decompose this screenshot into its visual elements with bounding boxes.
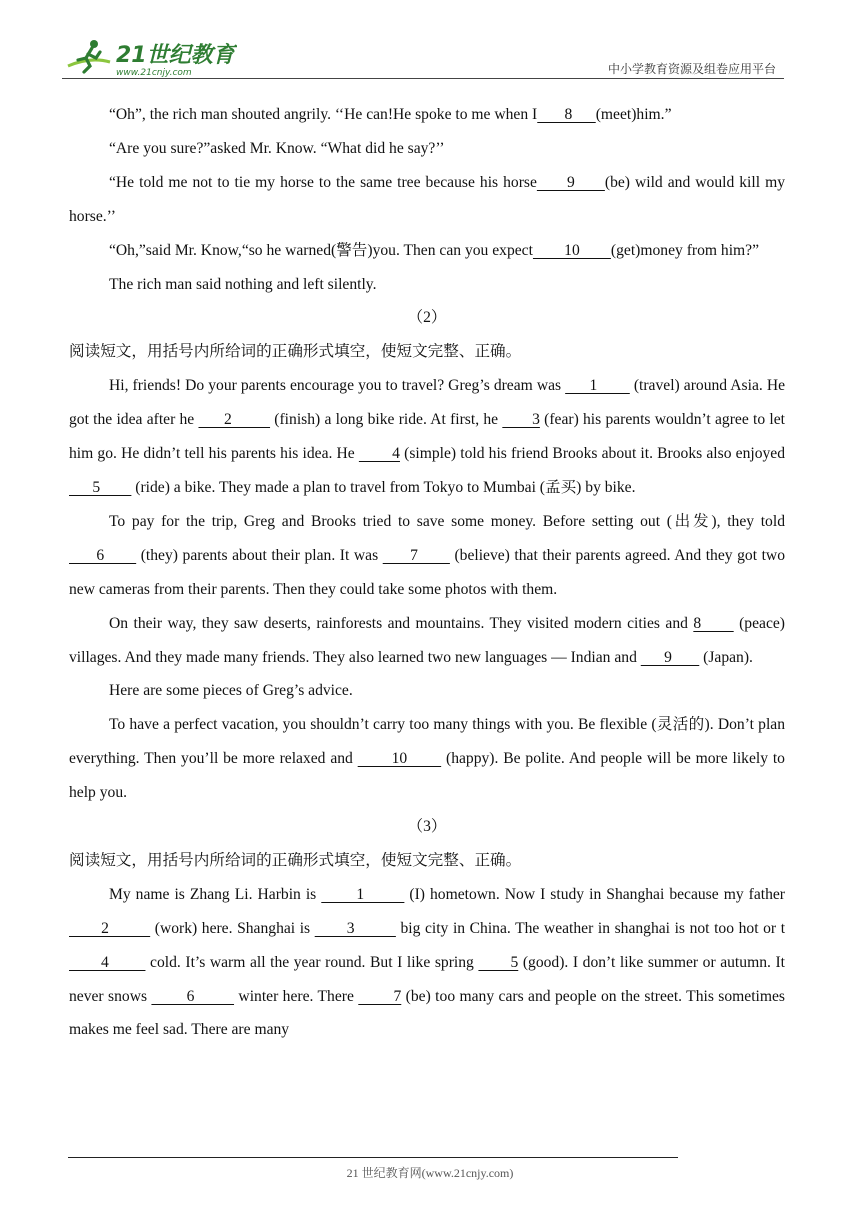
section-number-2: （2） <box>407 309 447 327</box>
logo-url: www.21cnjy.com <box>116 68 192 78</box>
paragraph-part2-1: Hi, friends! Do your parents encourage you to travel? Greg’s dream was 1 (travel) around Asia. He got the idea after he 2 (finish) a long bike ride. At first, he 3 (fear) his parents wouldn’t agree to let him go. He didn’t tell his parents his idea. He 4 (simple) told his friend Brooks about it. Brooks also enjoyed 5 (ride) a bike. They made a plan to travel from Tokyo to Mumbai (孟买) by bike. <box>69 377 786 496</box>
blank-10: 10 <box>357 750 442 768</box>
logo-text: 21世纪教育 <box>116 43 235 68</box>
blank-8: 8 <box>537 106 596 123</box>
blank-9: 9 <box>536 173 605 191</box>
blank-5: 5 <box>69 478 132 496</box>
blank-7: 7 <box>382 546 450 564</box>
paragraph-part2-4: Here are some pieces of Greg’s advice. <box>109 682 353 700</box>
paragraph-part1-5: The rich man said nothing and left silently. <box>109 275 377 293</box>
section-number-3: （3） <box>407 818 447 836</box>
paragraph-part1-1: “Oh”, the rich man shouted angrily. ‘‘He can!He spoke to me when I 8 (meet)him.” <box>109 106 672 123</box>
blank-2: 2 <box>69 919 151 937</box>
21cnjy-logo <box>62 36 237 78</box>
paragraph-part1-2: “Are you sure?”asked Mr. Know. “What did he say?’’ <box>109 139 445 157</box>
site-name: 中小学教育资源及组卷应用平台 <box>607 62 776 76</box>
blank-1: 1 <box>565 377 630 395</box>
blank-4: 4 <box>358 445 400 463</box>
instruction-part3: 阅读短文，用括号内所给词的正确形式填空，使短文完整、正确。 <box>69 851 522 869</box>
blank-7: 7 <box>358 987 402 1005</box>
document-body <box>69 98 785 1047</box>
blank-10: 10 <box>532 241 611 259</box>
page-header <box>62 30 784 80</box>
paragraph-part1-3: “He told me not to tie my horse to the same tree because his horse 9 (be) wild and would kill my horse.’’ <box>69 173 785 225</box>
paragraph-part1-4: “Oh,”said Mr. Know,“so he warned(警告)you. Then can you expect 10 (get)money from him?” <box>109 241 760 259</box>
blank-1: 1 <box>321 885 405 903</box>
header-divider <box>62 78 784 79</box>
blank-5: 5 <box>478 953 519 971</box>
paragraph-part2-2: To pay for the trip, Greg and Brooks tried to save some money. Before setting out (出发), they told 6 (they) parents about their plan. It was 7 (believe) that their parents agreed. And they got two new cameras from their parents. Then they could take some photos with them. <box>69 512 785 598</box>
blank-6: 6 <box>151 987 235 1005</box>
blank-9: 9 <box>640 648 700 666</box>
blank-3: 3 <box>502 411 540 429</box>
footer-divider <box>68 1157 678 1158</box>
instruction-part2: 阅读短文，用括号内所给词的正确形式填空，使短文完整、正确。 <box>69 343 522 361</box>
blank-6: 6 <box>69 546 137 564</box>
paragraph-part2-3: On their way, they saw deserts, rainforests and mountains. They visited modern cities and 8 (peace) villages. And they made many friends. They also learned two new languages — Indian and 9 (Japan). <box>69 614 785 666</box>
blank-2: 2 <box>198 411 271 429</box>
paragraph-part3-1: My name is Zhang Li. Harbin is 1 (I) hometown. Now I study in Shanghai because my father 2 (work) here. Shanghai is 3 big city in China. The weather in shanghai is not too hot or t 4 cold. It’s warm all the year round. But I like spring 5 (good). I don’t like summer or autumn. It never snows 6 winter here. There 7 (be) too many cars and people on the street. This sometimes makes me feel sad. There are many <box>69 885 786 1039</box>
blank-4: 4 <box>69 953 146 971</box>
page-footer: 21 世纪教育网(www.21cnjy.com) <box>346 1166 514 1180</box>
blank-8: 8 <box>693 614 734 632</box>
paragraph-part2-5: To have a perfect vacation, you shouldn’t carry too many things with you. Be flexible (灵活的). Don’t plan everything. Then you’ll be more relaxed and 10 (happy). Be polite. And people will be more likely to help you. <box>69 716 785 802</box>
blank-3: 3 <box>314 919 396 937</box>
